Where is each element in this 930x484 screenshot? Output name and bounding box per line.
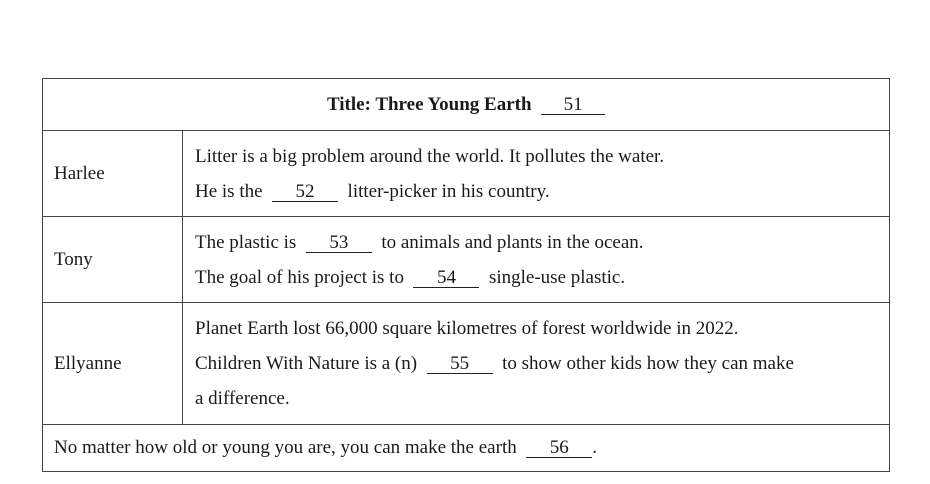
table-row-ellyanne — [43, 303, 889, 425]
table-row-tony — [43, 217, 889, 303]
sentence-text: . — [592, 437, 597, 458]
content-cell — [195, 225, 881, 295]
content-cell — [195, 139, 881, 209]
sentence-text: The goal of his project is to — [195, 267, 404, 288]
table-title — [327, 94, 605, 116]
sentence-line — [195, 225, 881, 260]
title-prefix: Title: Three Young Earth — [326, 93, 532, 115]
sentence-text: to show other kids how they can make — [502, 353, 794, 374]
name-cell: Harlee — [43, 131, 183, 216]
sentence-line — [195, 346, 881, 381]
sentence-line: a difference. — [195, 388, 290, 409]
footer-sentence — [54, 437, 597, 459]
blank-52: 52 — [272, 183, 338, 202]
content-cell — [195, 311, 881, 416]
worksheet-table — [42, 78, 890, 472]
sentence-text: to animals and plants in the ocean. — [381, 232, 644, 253]
table-row-harlee — [43, 131, 889, 217]
footer-row — [43, 425, 889, 471]
sentence-line: Litter is a big problem around the world. It pollutes the water. — [195, 146, 665, 167]
blank-55: 55 — [427, 355, 493, 374]
sentence-text: He is the — [195, 181, 263, 202]
sentence-line — [195, 174, 881, 209]
name-cell: Ellyanne — [43, 303, 183, 424]
blank-53: 53 — [306, 234, 372, 253]
blank-51: 51 — [541, 96, 605, 115]
blank-54: 54 — [413, 269, 479, 288]
sentence-text: single-use plastic. — [488, 267, 626, 288]
sentence-text: No matter how old or young you are, you can make the earth — [54, 437, 517, 458]
sentence-text: The plastic is — [195, 232, 297, 253]
title-row — [43, 79, 889, 131]
sentence-text: litter-picker in his country. — [347, 181, 550, 202]
sentence-text: Children With Nature is a (n) — [195, 353, 418, 374]
sentence-line — [195, 260, 881, 295]
sentence-line: Planet Earth lost 66,000 square kilometres of forest worldwide in 2022. — [195, 318, 739, 339]
name-cell: Tony — [43, 217, 183, 302]
blank-56: 56 — [526, 439, 592, 458]
